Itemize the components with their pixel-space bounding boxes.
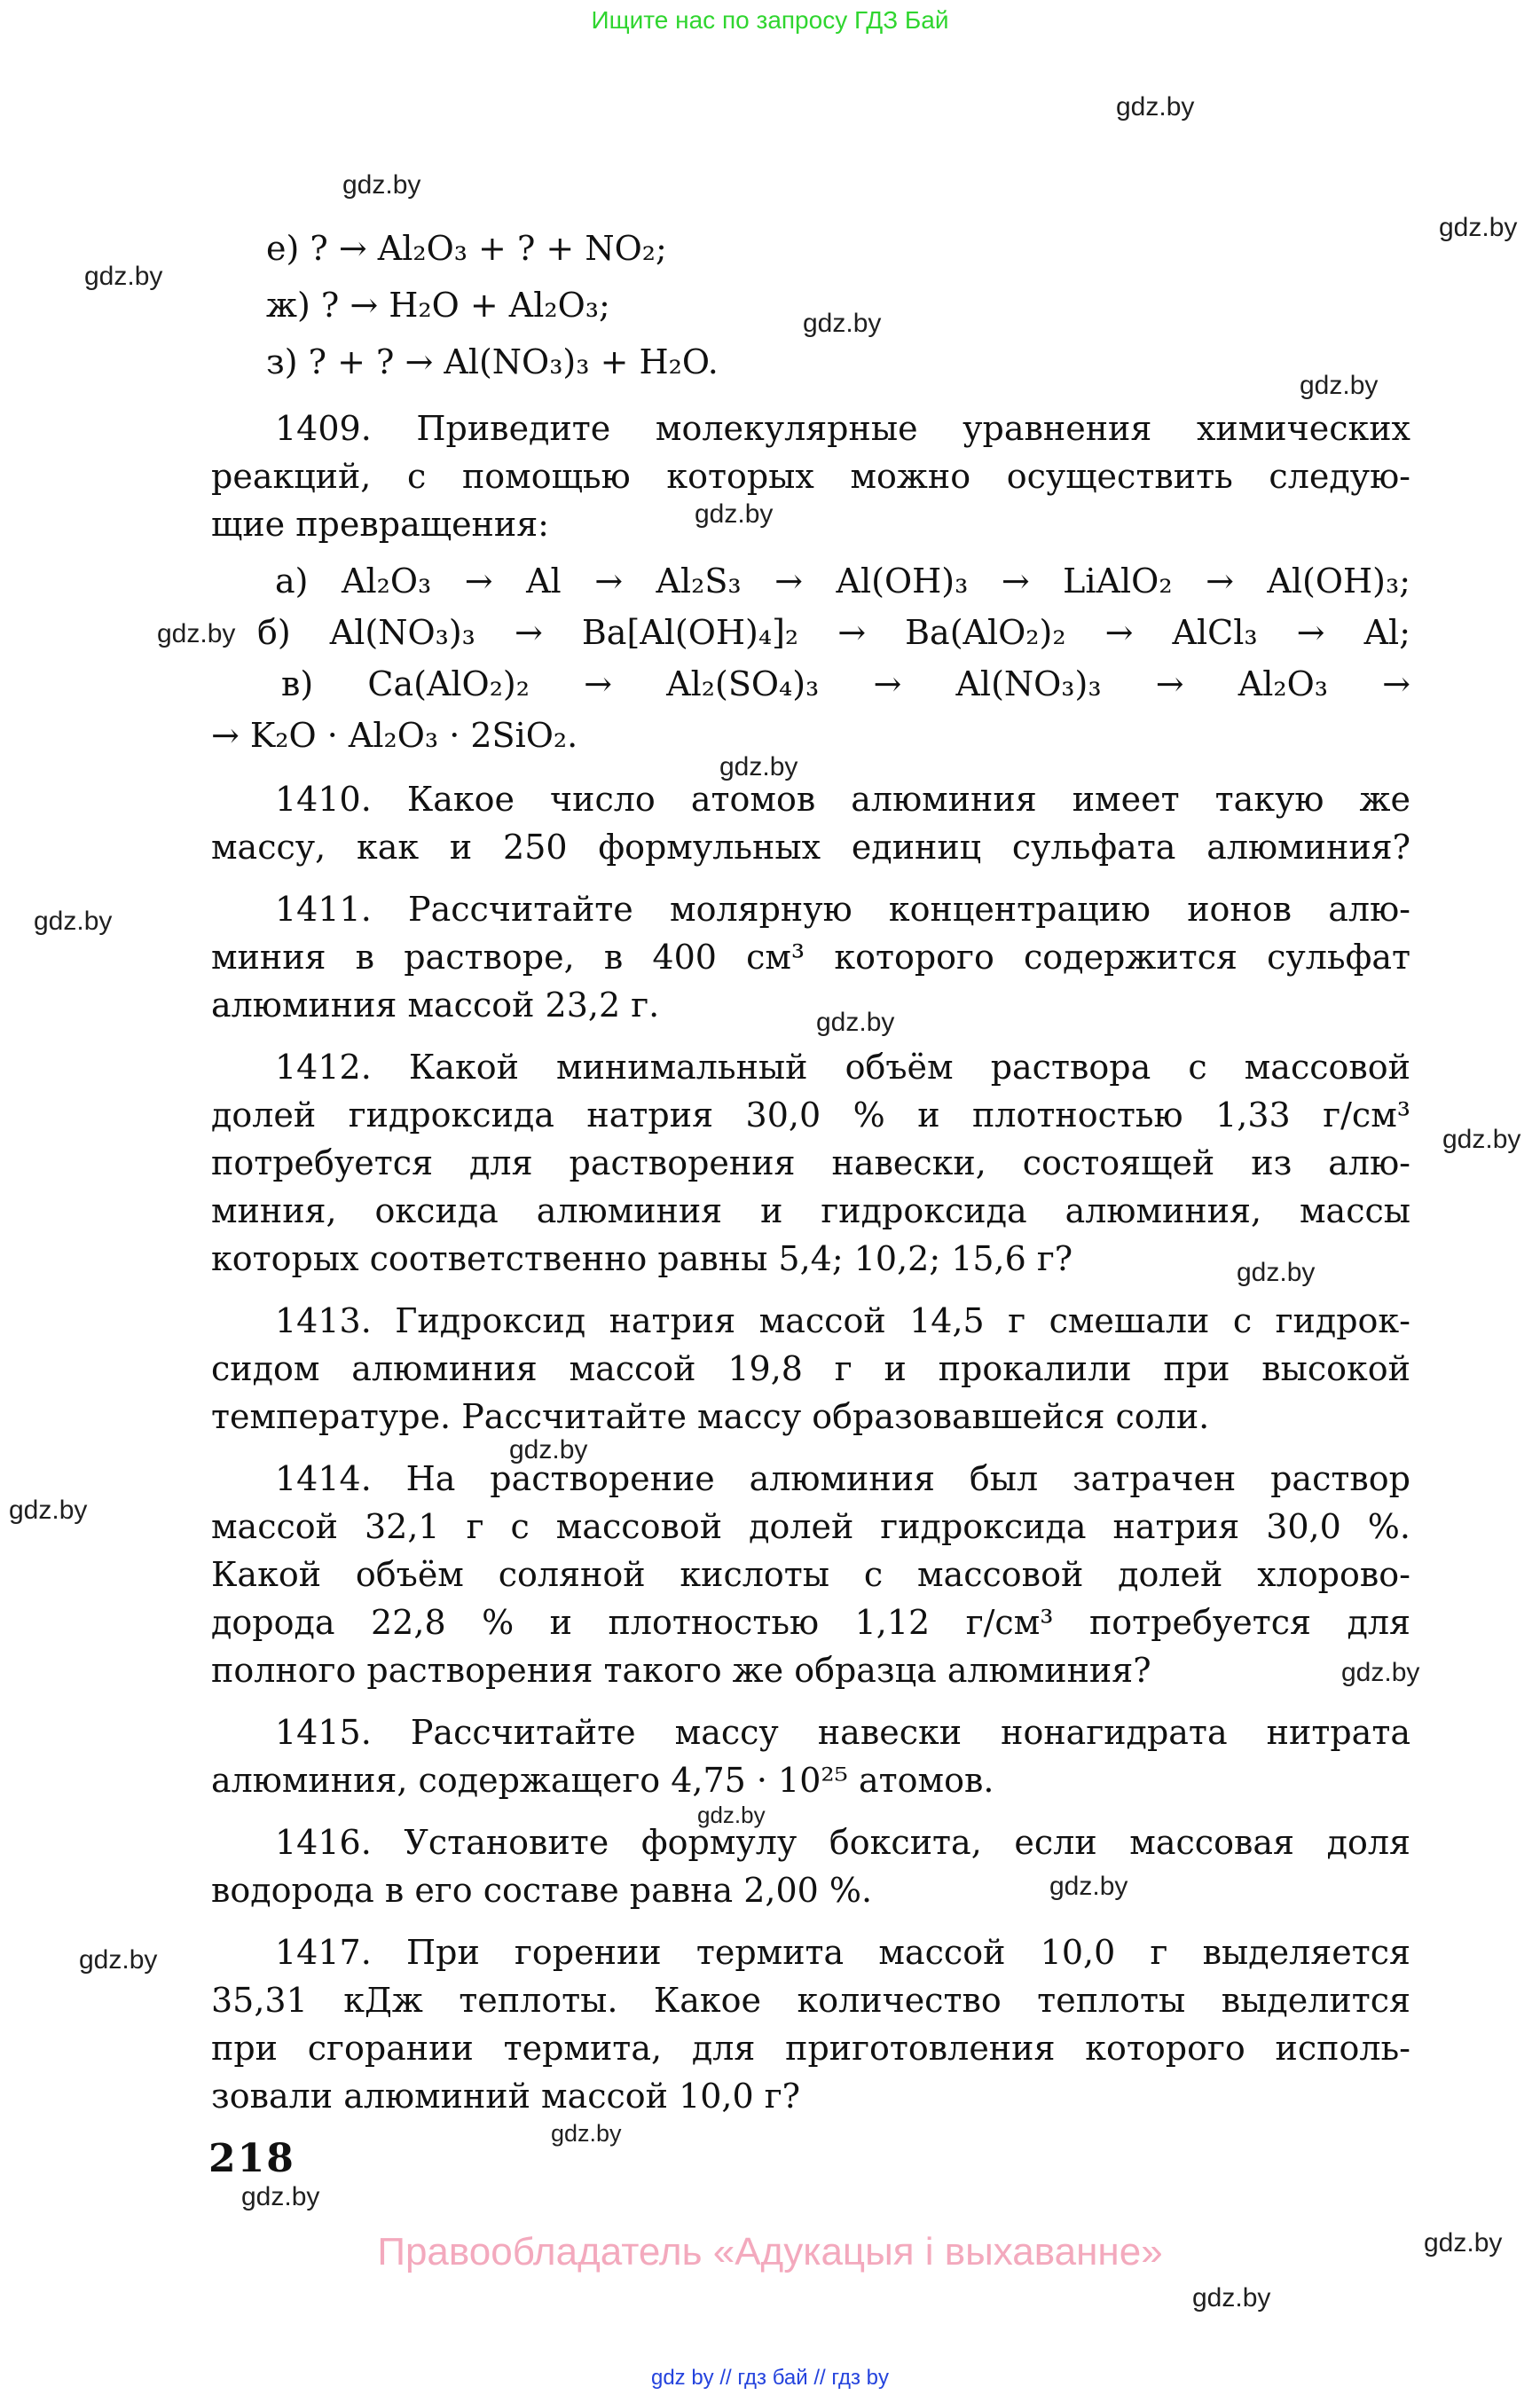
problem-1413: [211, 1297, 1410, 1441]
text-line: миния, оксида алюминия и гидроксида алюминия, массы: [211, 1191, 1410, 1230]
text-line: 1414. На растворение алюминия был затрачен раствор: [275, 1459, 1410, 1498]
gdz-watermark: gdz.by: [1116, 92, 1195, 122]
text-line: сидом алюминия массой 19,8 г и прокалили при высокой: [211, 1349, 1410, 1388]
text-line: 1409. Приведите молекулярные уравнения химических: [275, 409, 1410, 448]
copyright-notice: Правообладатель «Адукацыя і выхаванне»: [377, 2230, 1163, 2273]
equation-z: з) ? + ? → Al(NO₃)₃ + H₂O.: [266, 342, 719, 381]
problem-1410: [211, 775, 1410, 871]
problem-1417: [211, 1928, 1410, 2120]
text-line: зовали алюминий массой 10,0 г?: [211, 2077, 801, 2116]
text-line: водорода в его составе равна 2,00 %.: [211, 1871, 873, 1910]
gdz-watermark: gdz.by: [1439, 213, 1518, 242]
gdz-watermark: gdz.by: [1341, 1658, 1420, 1687]
problem-1415: [211, 1708, 1410, 1804]
gdz-watermark: gdz.by: [84, 262, 163, 291]
text-line: долей гидроксида натрия 30,0 % и плотностью 1,33 г/см³: [211, 1095, 1410, 1135]
gdz-watermark: gdz.by: [1300, 371, 1379, 400]
text-line: полного растворения такого же образца алюминия?: [211, 1651, 1151, 1690]
text-line: дорода 22,8 % и плотностью 1,12 г/см³ потребуется для: [211, 1603, 1410, 1642]
text-line: щие превращения:: [211, 505, 549, 544]
gdz-watermark: gdz.by: [816, 1008, 895, 1037]
text-line: миния в растворе, в 400 см³ которого содержится сульфат: [211, 938, 1410, 977]
chain-v-continued: → K₂O · Al₂O₃ · 2SiO₂.: [211, 716, 578, 755]
text-line: при сгорании термита, для приготовления которого исполь-: [211, 2029, 1410, 2068]
text-line: 35,31 кДж теплоты. Какое количество теплоты выделится: [211, 1981, 1410, 2020]
text-line: которых соответственно равны 5,4; 10,2; 15,6 г?: [211, 1239, 1073, 1278]
text-line: массой 32,1 г с массовой долей гидроксида натрия 30,0 %.: [211, 1507, 1410, 1546]
problem-1411: [211, 885, 1410, 1029]
text-line: 1416. Установите формулу боксита, если массовая доля: [275, 1823, 1410, 1862]
text-line: 1415. Рассчитайте массу навески нонагидрата нитрата: [275, 1713, 1410, 1752]
gdz-watermark: gdz.by: [1049, 1872, 1128, 1901]
footer-links[interactable]: gdz by // гдз бай // гдз by: [650, 2366, 890, 2390]
gdz-watermark: gdz.by: [34, 907, 113, 936]
text-line: потребуется для растворения навески, состоящей из алю-: [211, 1143, 1410, 1182]
text-line: реакций, с помощью которых можно осуществить следую-: [211, 457, 1410, 496]
gdz-watermark: gdz.by: [9, 1496, 88, 1525]
text-line: алюминия массой 23,2 г.: [211, 986, 660, 1025]
page-number: 218: [208, 2136, 295, 2181]
text-line: 1412. Какой минимальный объём раствора с массовой: [275, 1048, 1410, 1087]
chain-a: а) Al₂O₃ → Al → Al₂S₃ → Al(OH)₃ → LiAlO₂ → Al(OH)₃;: [275, 561, 1410, 601]
text-line: алюминия, содержащего 4,75 · 10²⁵ атомов.: [211, 1761, 994, 1800]
problem-1409: [211, 404, 1410, 548]
equation-e: е) ? → Al₂O₃ + ? + NO₂;: [266, 229, 667, 268]
text-line: 1411. Рассчитайте молярную концентрацию ионов алю-: [275, 890, 1410, 929]
equation-zh: ж) ? → H₂O + Al₂O₃;: [266, 286, 610, 325]
gdz-watermark: gdz.by: [509, 1435, 588, 1465]
transformation-chains-a-b-v: [211, 555, 1410, 761]
problem-1412: [211, 1043, 1410, 1283]
gdz-watermark: gdz.by: [1442, 1125, 1521, 1154]
text-line: 1417. При горении термита массой 10,0 г выделяется: [275, 1933, 1410, 1972]
text-line: 1410. Какое число атомов алюминия имеет такую же: [275, 780, 1410, 819]
gdz-watermark: gdz.by: [342, 170, 421, 200]
chain-v: в) Ca(AlO₂)₂ → Al₂(SO₄)₃ → Al(NO₃)₃ → Al₂O₃ →: [281, 664, 1410, 703]
gdz-watermark: gdz.by: [157, 619, 236, 648]
equations-e-zh-z: [266, 220, 1410, 390]
gdz-watermark: gdz.by: [803, 309, 882, 338]
gdz-watermark: gdz.by: [551, 2120, 622, 2147]
problem-1414: [211, 1455, 1410, 1694]
gdz-watermark: gdz.by: [1192, 2283, 1271, 2313]
problems-text-block: [211, 213, 1410, 2120]
gdz-watermark: gdz.by: [697, 1802, 766, 1828]
text-line: 1413. Гидроксид натрия массой 14,5 г смешали с гидрок-: [275, 1301, 1410, 1340]
gdz-watermark: gdz.by: [79, 1945, 158, 1975]
text-line: Какой объём соляной кислоты с массовой долей хлорово-: [211, 1555, 1410, 1594]
promo-note: Ищите нас по запросу ГДЗ Бай: [591, 6, 949, 34]
gdz-watermark: gdz.by: [695, 499, 774, 529]
gdz-watermark: gdz.by: [1237, 1258, 1316, 1287]
gdz-watermark: gdz.by: [1424, 2228, 1503, 2258]
gdz-watermark: gdz.by: [719, 752, 798, 781]
text-line: температуре. Рассчитайте массу образовавшейся соли.: [211, 1397, 1210, 1436]
gdz-watermark: gdz.by: [241, 2182, 320, 2211]
chain-b: б) Al(NO₃)₃ → Ba[Al(OH)₄]₂ → Ba(AlO₂)₂ → AlCl₃ → Al;: [257, 613, 1410, 652]
problem-1416: [211, 1818, 1410, 1914]
text-line: массу, как и 250 формульных единиц сульфата алюминия?: [211, 828, 1410, 867]
